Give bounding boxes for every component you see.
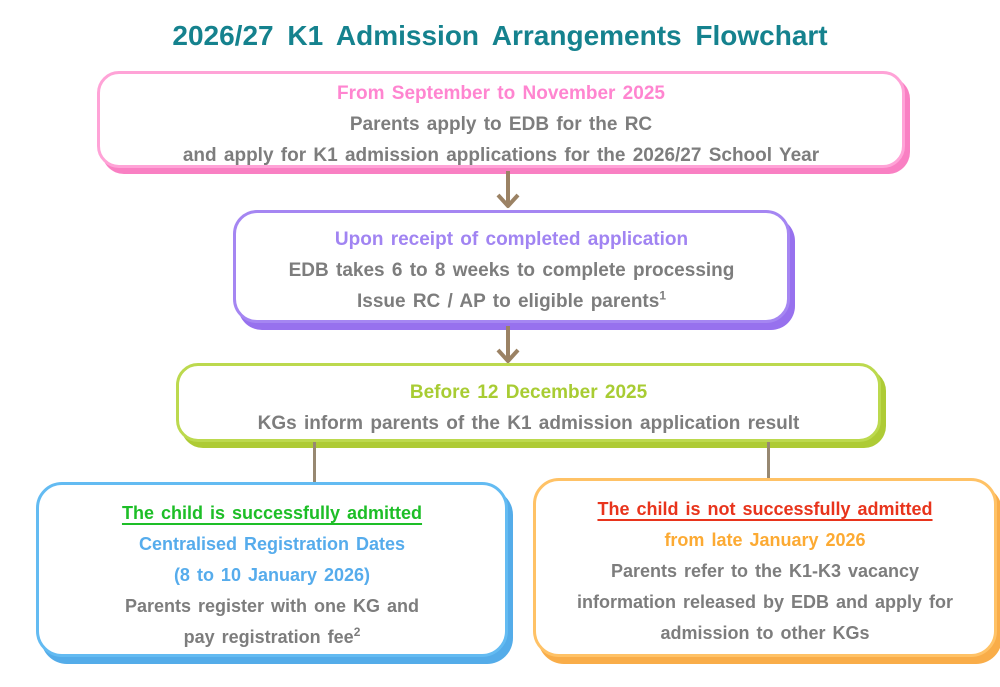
box-apply-line1: Parents apply to EDB for the RC — [349, 114, 653, 135]
page-title: 2026/27 K1 Admission Arrangements Flowchart — [172, 20, 828, 51]
box-not-admitted-header: The child is not successfully admitted — [597, 499, 933, 519]
box-apply-header: From September to November 2025 — [337, 83, 665, 104]
connector-left — [313, 442, 316, 483]
box-admitted-line2: (8 to 10 January 2026) — [173, 565, 371, 585]
down-arrow-icon — [494, 171, 522, 209]
box-admitted-header: The child is successfully admitted — [121, 503, 423, 523]
box-not-admitted-line3: information released by EDB and apply for — [576, 592, 954, 612]
box-admitted-line3: Parents register with one KG and — [124, 596, 420, 616]
box-processing-header: Upon receipt of completed application — [334, 229, 689, 250]
connector-right — [767, 442, 770, 479]
box-result-header: Before 12 December 2025 — [409, 382, 648, 403]
box-admitted-line1: Centralised Registration Dates — [138, 534, 406, 554]
box-processing-line1: EDB takes 6 to 8 weeks to complete processing — [288, 260, 735, 281]
down-arrow-icon — [494, 326, 522, 364]
box-processing — [233, 210, 790, 323]
box-apply-period — [97, 71, 905, 168]
footnote-1-marker: 1 — [659, 288, 667, 303]
box-not-admitted-line2: Parents refer to the K1-K3 vacancy — [610, 561, 920, 581]
box-admitted-line4: pay registration fee$^2$ — [183, 625, 361, 647]
box-result-line1: KGs inform parents of the K1 admission application result — [257, 413, 800, 434]
box-not-admitted-line4: admission to other KGs — [660, 623, 870, 643]
box-admitted — [36, 482, 508, 657]
box-not-admitted-line1: from late January 2026 — [664, 530, 866, 550]
footnote-2-marker: 2 — [353, 625, 361, 639]
box-apply-line2: and apply for K1 admission applications for the 2026/27 School Year — [182, 145, 820, 166]
box-result — [176, 363, 881, 442]
box-not-admitted — [533, 478, 997, 657]
box-processing-line2: Issue RC / AP to eligible parents$^1$ — [356, 288, 667, 312]
